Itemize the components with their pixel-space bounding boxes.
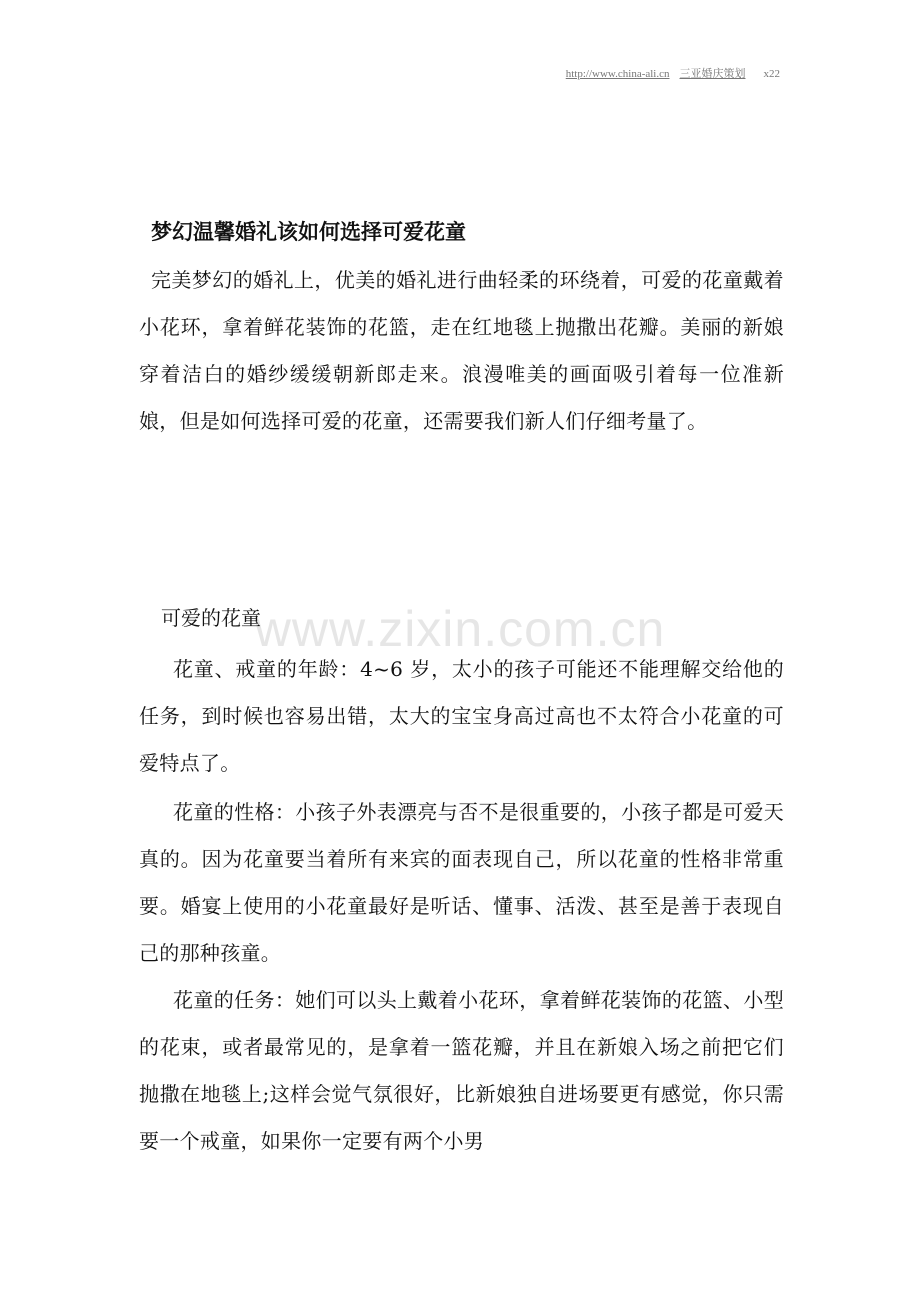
header-page-code: x22 <box>763 68 780 80</box>
age-paragraph: 花童、戒童的年龄：4~6 岁，太小的孩子可能还不能理解交给他的任务，到时候也容易出错，太大的宝宝身高过高也不太符合小花童的可爱特点了。 <box>139 657 784 775</box>
task-paragraph: 花童的任务：她们可以头上戴着小花环，拿着鲜花装饰的花篮、小型的花束，或者最常见的，是拿着一篮花瓣，并且在新娘入场之前把它们抛撒在地毯上;这样会觉气氛很好，比新娘独自进场要更有感觉，你只需要一个戒童，如果你一定要有两个小男 <box>139 988 784 1153</box>
personality-paragraph: 花童的性格：小孩子外表漂亮与否不是很重要的，小孩子都是可爱天真的。因为花童要当着所有来宾的面表现自己，所以花童的性格非常重要。婚宴上使用的小花童最好是听话、懂事、活泼、甚至是善于表现自己的那种孩童。 <box>139 800 784 965</box>
watermark-text: www.zixin.com.cn <box>254 601 666 657</box>
header-url-link[interactable]: http://www.china-ali.cn <box>565 68 670 80</box>
page-header <box>566 65 780 81</box>
intro-paragraph: 完美梦幻的婚礼上，优美的婚礼进行曲轻柔的环绕着，可爱的花童戴着小花环，拿着鲜花装饰的花篮，走在红地毯上抛撒出花瓣。美丽的新娘穿着洁白的婚纱缓缓朝新郎走来。浪漫唯美的画面吸引着每一位准新娘，但是如何选择可爱的花童，还需要我们新人们仔细考量了。 <box>139 268 784 433</box>
header-company-link[interactable]: 三亚婚庆策划 <box>679 68 746 80</box>
section-heading: 可爱的花童 <box>161 606 261 630</box>
document-title: 梦幻温馨婚礼该如何选择可爱花童 <box>151 219 466 244</box>
